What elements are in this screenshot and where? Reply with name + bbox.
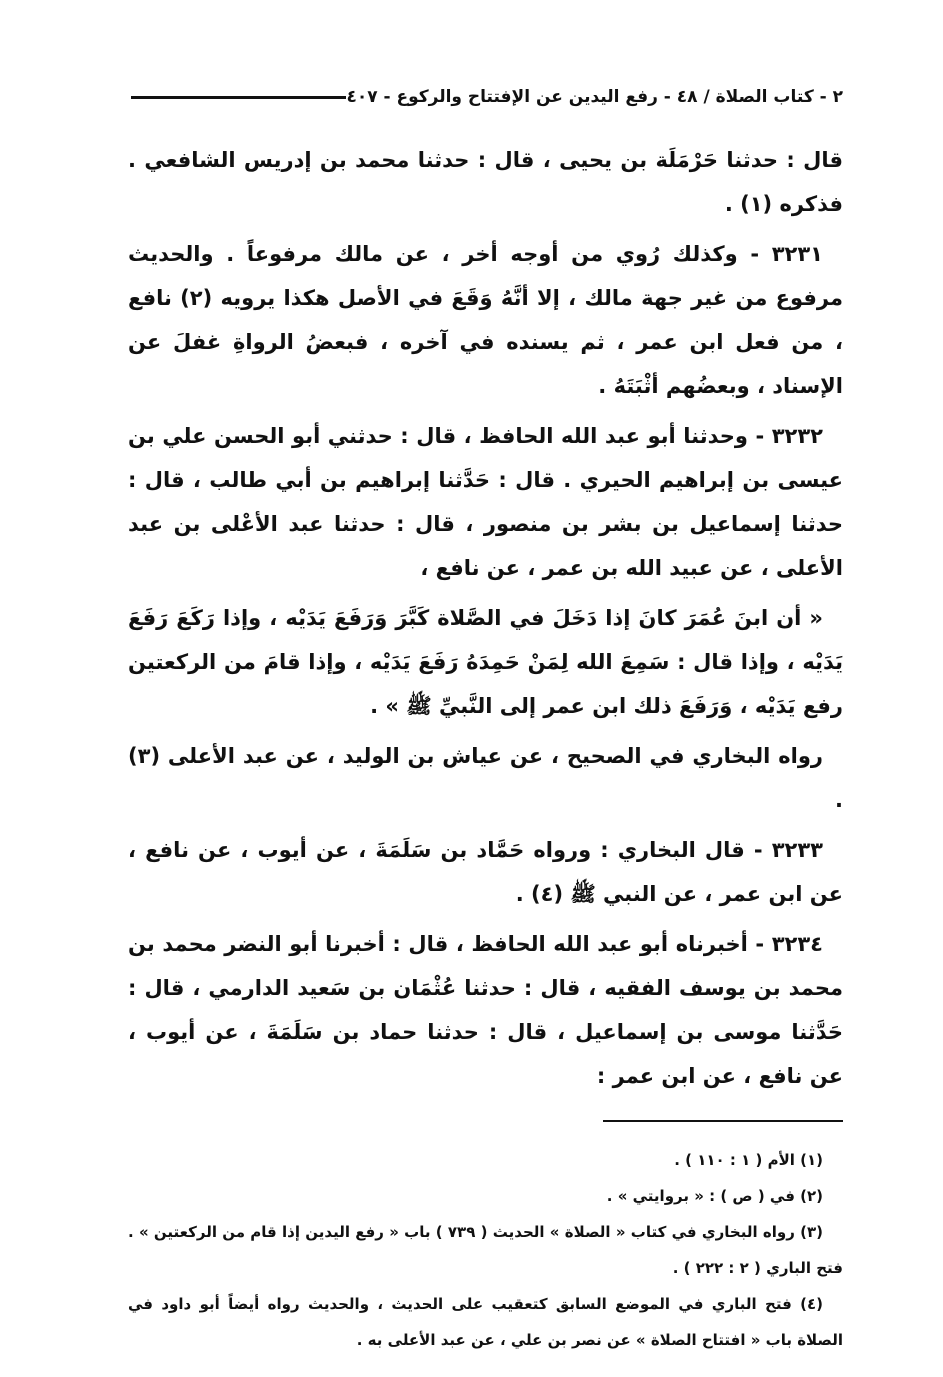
paragraph-bukhari-narration: رواه البخاري في الصحيح ، عن عياش بن الوليد ، عن عبد الأعلى (٣) . xyxy=(128,744,843,812)
footnote-2: (٢) في ( ص ) : « بروايتي » . xyxy=(606,1187,823,1205)
paragraph-3233: ٣٢٣٣ - قال البخاري : ورواه حَمَّاد بن سَلَمَةَ ، عن أيوب ، عن نافع ، عن ابن عمر ، عن النبي ﷺ (٤) . xyxy=(128,838,843,906)
paragraph-3232: ٣٢٣٢ - وحدثنا أبو عبد الله الحافظ ، قال : حدثني أبو الحسن علي بن عيسى بن إبراهيم الحيري . قال : حَدَّثنا إبراهيم بن أبي طالب ، قال : حدثنا إسماعيل بن بشر بن منصور ، قال : حدثنا عبد الأعْلى بن عبد الأعلى ، عن عبيد الله بن عمر ، عن نافع ، xyxy=(128,424,843,580)
paragraph-3234: ٣٢٣٤ - أخبرناه أبو عبد الله الحافظ ، قال : أخبرنا أبو النضر محمد بن محمد بن يوسف الفقيه ، قال : حدثنا عُثْمَان بن سَعيد الدارمي ، قال : حَدَّثنا موسى بن إسماعيل ، قال : حدثنا حماد بن سَلَمَةَ ، عن أيوب ، عن نافع ، عن ابن عمر : xyxy=(128,932,843,1088)
book-page xyxy=(128,82,843,1358)
footnote-3: (٣) رواه البخاري في كتاب « الصلاة » الحديث ( ٧٣٩ ) باب « رفع اليدين إذا قام من الركعتين » . فتح الباري ( ٢ : ٢٢٢ ) . xyxy=(128,1223,843,1277)
footnote-1: (١) الأم ( ١ : ١١٠ ) . xyxy=(674,1151,823,1169)
footnotes xyxy=(128,1142,843,1358)
paragraph-hadith-text: « أن ابنَ عُمَرَ كانَ إذا دَخَلَ في الصَّلاة كَبَّرَ وَرَفَعَ يَدَيْه ، وإذا رَكَعَ رَفَعَ يَدَيْه ، وإذا قال : سَمِعَ الله لِمَنْ حَمِدَهُ رَفَعَ يَدَيْه ، وإذا قامَ من الركعتين رفع يَدَيْه ، وَرَفَعَ ذلك ابن عمر إلى النَّبيِّ ﷺ » . xyxy=(128,606,843,718)
running-header xyxy=(128,82,843,112)
footnote-4: (٤) فتح الباري في الموضع السابق كتعقيب على الحديث ، والحديث رواه أيضاً أبو داود في الصلاة باب « افتتاح الصلاة » عن نصر بن علي ، عن عبد الأعلى به . xyxy=(128,1295,843,1349)
header-rule xyxy=(131,96,346,99)
paragraph-intro: قال : حدثنا حَرْمَلَة بن يحيى ، قال : حدثنا محمد بن إدريس الشافعي . فذكره (١) . xyxy=(128,148,843,216)
paragraph-3231: ٣٢٣١ - وكذلك رُوي من أوجه أخر ، عن مالك مرفوعاً . والحديث مرفوع من غير جهة مالك ، إلا أنَّهُ وَقَعَ في الأصل هكذا يرويه (٢) نافع ، من فعل ابن عمر ، ثم يسنده في آخره ، فبعضُ الرواةِ غفلَ عن الإسناد ، وبعضُهم أثْبَتَهُ . xyxy=(128,242,843,398)
footnote-divider xyxy=(603,1120,843,1122)
main-text xyxy=(128,138,843,1098)
header-title: ٢ - كتاب الصلاة / ٤٨ - رفع اليدين عن الإفتتاح والركوع - ٤٠٧ xyxy=(346,87,843,107)
